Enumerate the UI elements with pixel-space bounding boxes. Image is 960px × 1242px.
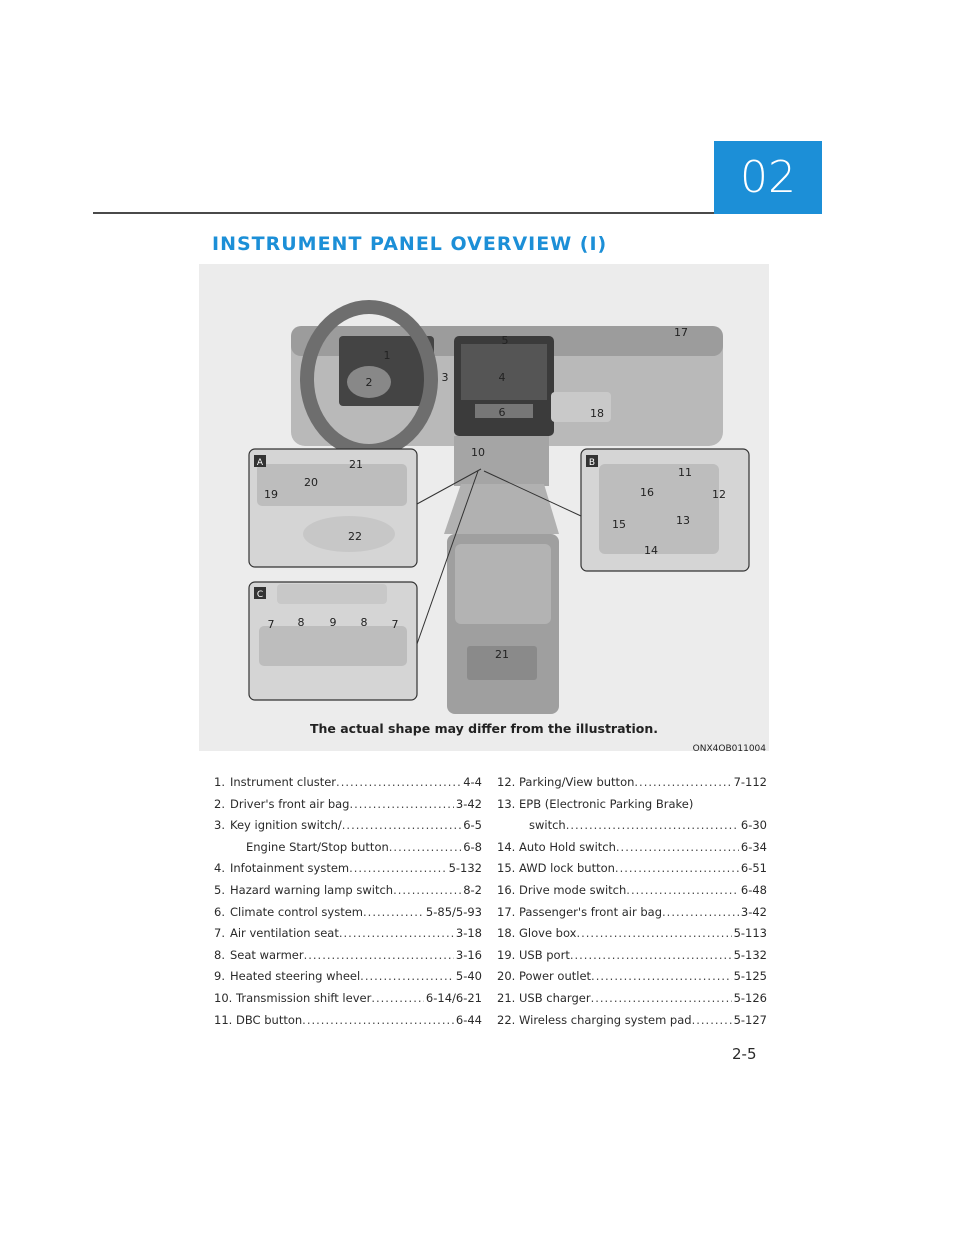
inset-label-c: C [256,590,264,600]
toc-entry-label: Infotainment system [230,861,350,876]
callout: 1 [383,349,391,362]
toc-entry-label: Parking/View button [519,775,635,789]
toc-entry-label: Instrument cluster [230,775,337,789]
callout: 12 [712,488,726,501]
toc-entry-page: 6-48 [740,882,767,897]
toc-entry [497,902,767,924]
callout: 21 [495,648,509,661]
toc-entry-number: 17. [497,904,516,919]
toc-entry-number [497,815,513,837]
toc-entry-label: Passenger's front air bag [519,904,663,919]
toc-entry-page: 3-42 [455,796,482,811]
callout: 13 [676,514,690,527]
toc-entry-number: 7. [214,926,225,941]
toc-leader-dots [363,902,424,924]
toc-leader-dots [302,1010,454,1032]
toc-entry-label: Power outlet [519,969,592,984]
toc-leader-dots [591,966,732,988]
toc-entry-page: 3-18 [455,926,482,941]
toc-entry-label: AWD lock button [519,861,615,876]
toc-entry-number: 10. [214,990,233,1005]
callout: 21 [349,458,363,471]
toc-entry [497,1010,767,1032]
toc-entry-label: Engine Start/Stop button [246,839,389,854]
inset-label-b: B [588,458,596,468]
toc-entry-number: 14. [497,839,516,854]
toc-entry-label: Drive mode switch [519,882,627,897]
inset-label-a: A [256,458,264,468]
toc-entry-number: 19. [497,947,516,962]
toc-entry-number: 16. [497,882,516,897]
callout: 18 [590,407,604,420]
header-rule [93,212,714,214]
callout: 8 [360,616,368,629]
section-title: INSTRUMENT PANEL OVERVIEW (I) [212,233,608,255]
toc-leader-dots [360,966,454,988]
toc-entry [497,772,767,794]
toc-entry [214,815,482,837]
toc-entry [214,902,482,924]
toc-entry-label: switch [529,818,566,833]
callout: 3 [441,371,449,384]
toc-entry [214,945,482,967]
toc-entry [214,880,482,902]
toc-entry-page: 5-85/5-93 [425,904,482,919]
toc-entry-label: Key ignition switch/ [230,818,342,833]
toc-entry-page: 5-113 [733,926,767,941]
toc-entry-number: 20. [497,969,516,984]
toc-entry-page: 5-132 [448,861,482,876]
toc-entry-page: 7-112 [733,775,767,789]
toc-entry-page: 4-4 [463,775,482,789]
toc-entry-page: 5-125 [733,969,767,984]
toc-entry [214,837,482,859]
toc-entry-page: 3-16 [455,947,482,962]
toc-entry [497,880,767,902]
callout: 2 [365,376,373,389]
toc-entry-number: 5. [214,882,225,897]
callout: 17 [674,326,688,339]
toc-leader-dots [634,772,731,794]
toc-entry [497,837,767,859]
toc-entry-number: 11. [214,1012,233,1027]
toc-entry-number: 15. [497,861,516,876]
toc-entry-number: 21. [497,990,516,1005]
toc-entry [497,858,767,880]
callout: 11 [678,466,692,479]
toc-entry-label: Heated steering wheel [230,969,361,984]
toc-entry-page: 3-42 [740,904,767,919]
toc-entry [214,858,482,880]
toc-entry-number: 1. [214,775,225,789]
toc-entry-number: 9. [214,969,225,984]
toc-leader-dots [576,923,731,945]
toc-entry-label: Glove box [519,926,577,941]
toc-entry-page: 8-2 [463,882,482,897]
toc-entry-page: 6-14/6-21 [425,990,482,1005]
toc-leader-dots [616,837,739,859]
figure-caption: The actual shape may differ from the illustration. [309,721,659,736]
toc-entry-page: 6-44 [455,1012,482,1027]
toc-entry-page: 5-40 [455,969,482,984]
toc-leader-dots [336,772,461,794]
callout: 15 [612,518,626,531]
callout: 7 [391,618,399,631]
toc-leader-dots [615,858,739,880]
callout: 14 [644,544,658,557]
callout: 4 [498,371,506,384]
toc-entry [497,815,767,837]
toc-entry [497,945,767,967]
toc-entry [214,988,482,1010]
callout: 20 [304,476,318,489]
instrument-panel-figure [199,264,769,754]
toc-entry-number: 8. [214,947,225,962]
toc-entry-label: Seat warmer [230,947,304,962]
chapter-tab: 02 [714,141,822,214]
toc-entry-number: 18. [497,926,516,941]
toc-entry-number [214,837,230,859]
toc-leader-dots [393,880,461,902]
toc-entry-label: Air ventilation seat [230,926,339,941]
toc-entry-number: 2. [214,796,225,811]
toc-leader-dots [339,923,454,945]
toc-entry-page: 5-126 [733,990,767,1005]
toc-entry [214,1010,482,1032]
toc-leader-dots [349,858,446,880]
toc-leader-dots [304,945,454,967]
toc-entry-number: 6. [214,904,225,919]
toc-entry-label: Hazard warning lamp switch [230,882,394,897]
toc-entry [214,966,482,988]
toc-leader-dots [342,815,461,837]
toc-entry-label: USB charger [519,990,591,1005]
toc-leader-dots [349,794,453,816]
toc-entry-label: Driver's front air bag [230,796,350,811]
toc-leader-dots [662,902,739,924]
toc-entry-label: Auto Hold switch [519,839,616,854]
callout: 5 [501,334,509,347]
toc-entry-page: 5-132 [733,947,767,962]
callout: 19 [264,488,278,501]
toc-entry-page: 6-51 [740,861,767,876]
toc-entry-page: 6-8 [463,839,482,854]
toc-entry-page: 6-34 [740,839,767,854]
toc-entry-number: 4. [214,861,225,876]
toc-right-column [497,772,767,1031]
toc-entry-label: Wireless charging system pad [519,1012,692,1027]
toc-entry-label: Climate control system [230,904,364,919]
callout: 9 [329,616,337,629]
toc-entry [214,923,482,945]
toc-leader-dots [570,945,732,967]
toc-entry [214,794,482,816]
toc-entry-label: Transmission shift lever [236,990,372,1005]
toc-left-column [214,772,482,1031]
toc-entry-label: DBC button [236,1012,303,1027]
page-number: 2-5 [732,1045,757,1063]
toc-entry-page: 6-5 [463,818,482,833]
toc-entry-number: 22. [497,1012,516,1027]
toc-entry [497,923,767,945]
dashboard-illustration [199,264,769,751]
toc-entry-number: 12. [497,775,516,789]
callout: 22 [348,530,362,543]
toc-entry [214,772,482,794]
toc-entry-label: EPB (Electronic Parking Brake) [519,796,694,811]
toc-leader-dots [566,815,739,837]
callout: 16 [640,486,654,499]
toc-leader-dots [626,880,739,902]
callout: 7 [267,618,275,631]
toc-entry [497,794,767,816]
callout: 10 [471,446,485,459]
toc-leader-dots [371,988,424,1010]
toc-entry [497,966,767,988]
figure-code: ONX4OB011004 [692,744,766,754]
toc-entry-label: USB port [519,947,570,962]
toc-entry-page: 6-30 [740,818,767,833]
toc-leader-dots [692,1010,732,1032]
toc-leader-dots [591,988,732,1010]
callout: 8 [297,616,305,629]
toc-entry-number: 3. [214,818,225,833]
toc-entry-number: 13. [497,796,516,811]
toc-entry [497,988,767,1010]
toc-entry-page: 5-127 [733,1012,767,1027]
toc-leader-dots [389,837,461,859]
callout: 6 [498,406,506,419]
